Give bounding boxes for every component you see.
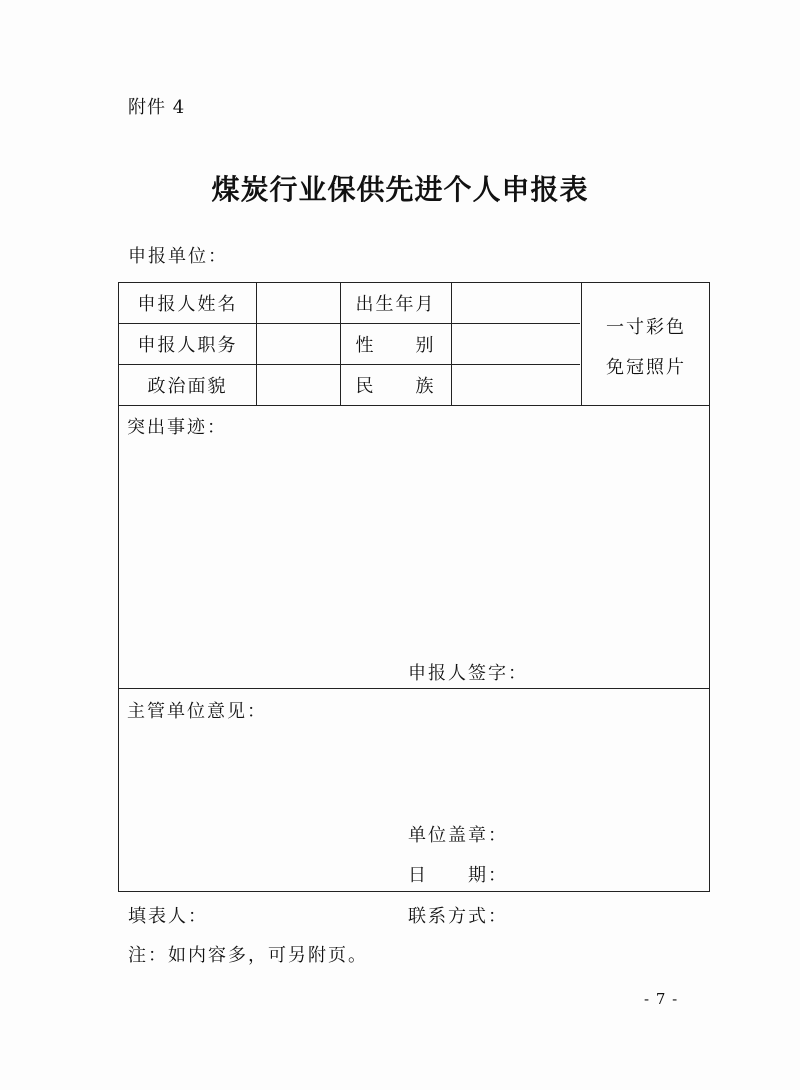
col-divider-3	[451, 283, 452, 405]
label-gender: 性 别	[355, 335, 436, 356]
unit-seal-label: 单位盖章：	[408, 825, 508, 846]
label-political-status: 政治面貌	[147, 376, 228, 397]
row-divider-1	[119, 323, 580, 324]
label-applicant-name: 申报人姓名	[137, 294, 238, 315]
page-number: - 7 -	[644, 990, 679, 1008]
achievements-label: 突出事迹：	[127, 417, 227, 438]
applicant-unit-label: 申报单位：	[128, 246, 228, 267]
supervisor-opinion-label: 主管单位意见：	[127, 701, 267, 722]
filler-label: 填表人：	[128, 906, 208, 927]
label-applicant-position: 申报人职务	[137, 335, 238, 356]
col-divider-4	[581, 283, 582, 405]
date-label: 日 期：	[408, 865, 508, 886]
col-divider-1	[256, 283, 257, 405]
note-text: 注：如内容多，可另附页。	[128, 945, 368, 966]
label-birth-date: 出生年月	[355, 294, 436, 315]
applicant-signature-label: 申报人签字：	[408, 663, 528, 684]
label-ethnicity: 民 族	[355, 376, 436, 397]
photo-placeholder-line2: 免冠照片	[606, 357, 686, 378]
photo-placeholder-line1: 一寸彩色	[606, 317, 686, 338]
contact-label: 联系方式：	[408, 906, 508, 927]
row-divider-3	[119, 405, 709, 406]
row-divider-4	[119, 688, 709, 689]
row-divider-2	[119, 364, 580, 365]
form-title: 煤炭行业保供先进个人申报表	[211, 173, 589, 206]
attachment-label: 附件 4	[128, 97, 186, 118]
application-form-table	[118, 282, 710, 892]
